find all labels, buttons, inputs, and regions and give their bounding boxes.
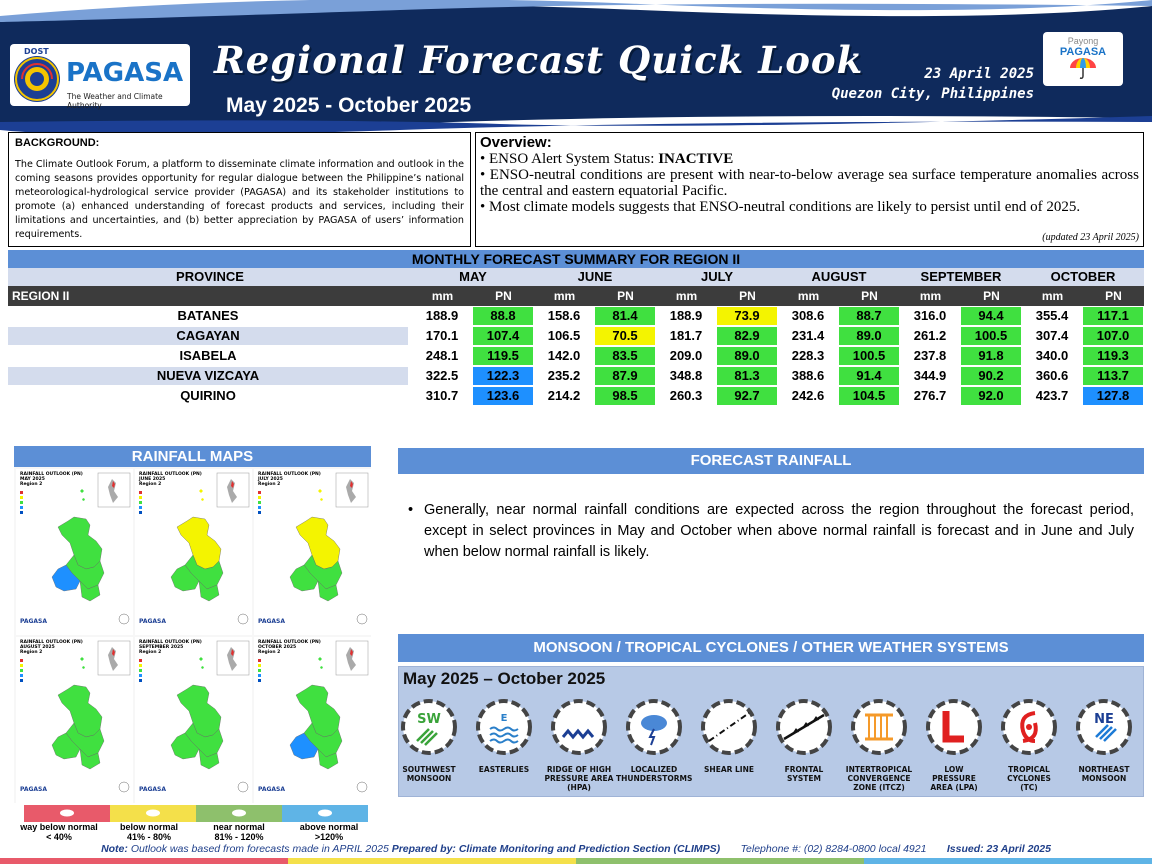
map-month: AUGUST 2025: [20, 645, 55, 650]
region-map-icon: [135, 469, 252, 635]
legend-label: [194, 822, 284, 842]
map-region: Region 2: [139, 650, 162, 655]
header-banner: [0, 0, 1152, 132]
rainfall-mm-cell: 248.1: [425, 348, 459, 363]
map-title-text: RAINFALL OUTLOOK (PN): [139, 640, 202, 645]
map-title: [258, 472, 321, 487]
mm-header: mm: [553, 289, 576, 303]
province-name: CAGAYAN: [8, 327, 408, 345]
rainfall-mm-cell: 142.0: [547, 348, 581, 363]
map-month: JULY 2025: [258, 477, 283, 482]
footer-issued: Issued: 23 April 2025: [946, 843, 1051, 855]
rainfall-pn-cell: 107.0: [1083, 327, 1143, 345]
table-header: [8, 268, 1144, 286]
rainfall-map-panel: [254, 469, 371, 635]
rainfall-map-panel: [135, 469, 252, 635]
rainfall-pn-cell: 92.0: [961, 387, 1021, 405]
legend-range: >120%: [314, 832, 344, 842]
rainfall-maps-area: [14, 467, 371, 803]
rainfall-mm-cell: 388.6: [791, 368, 825, 383]
pagasa-wordmark: PAGASA: [66, 58, 184, 88]
rainfall-mm-cell: 188.9: [425, 308, 459, 323]
storm-icon: [624, 697, 684, 757]
map-month: JUNE 2025: [139, 477, 166, 482]
rainfall-mm-cell: 260.3: [669, 388, 703, 403]
pn-header: PN: [1105, 289, 1122, 303]
province-name: ISABELA: [179, 348, 237, 363]
forecast-period: May 2025 - October 2025: [226, 94, 472, 117]
weather-system-label: NORTHEAST MONSOON: [1078, 765, 1130, 783]
region-map-icon: [16, 637, 133, 803]
rainfall-mm-cell: 322.5: [425, 368, 459, 383]
rainfall-mm-cell: 237.8: [913, 348, 947, 363]
legend-color-swatch: [196, 805, 282, 822]
weather-system-ridge: [541, 697, 617, 792]
weather-system-e: [466, 697, 542, 774]
rainfall-mm-cell: 158.6: [547, 308, 581, 323]
table-body: [8, 306, 1144, 406]
pn-header: PN: [861, 289, 878, 303]
mm-header: mm: [919, 289, 942, 303]
rainfall-pn-cell: 119.5: [473, 347, 533, 365]
rainfall-mm-cell: 228.3: [791, 348, 825, 363]
rainfall-pn-cell: 81.4: [595, 307, 655, 325]
rainfall-pn-cell: 89.0: [717, 347, 777, 365]
legend-range: 81% - 120%: [214, 832, 264, 842]
rainfall-mm-cell: 261.2: [913, 328, 947, 343]
legend-color-swatch: [110, 805, 196, 822]
svg-text:PAGASA: PAGASA: [20, 618, 48, 625]
province-name: BATANES: [177, 308, 239, 323]
rainfall-pn-cell: 82.9: [717, 327, 777, 345]
shear-icon: [699, 697, 759, 757]
rainfall-pn-cell: 91.4: [839, 367, 899, 385]
background-heading: BACKGROUND:: [15, 137, 100, 149]
map-title-text: RAINFALL OUTLOOK (PN): [20, 472, 83, 477]
month-header: JUNE: [577, 269, 613, 284]
month-header: OCTOBER: [1050, 269, 1116, 284]
footer-color-bar: [0, 858, 1152, 864]
pn-header: PN: [617, 289, 634, 303]
legend-label: [14, 822, 104, 842]
rainfall-mm-cell: 214.2: [547, 388, 581, 403]
rainfall-pn-cell: 73.9: [717, 307, 777, 325]
rainfall-pn-cell: 94.4: [961, 307, 1021, 325]
rainfall-pn-cell: 83.5: [595, 347, 655, 365]
legend-name: way below normal: [20, 822, 98, 832]
legend-name: above normal: [299, 822, 359, 832]
rainfall-pn-cell: 123.6: [473, 387, 533, 405]
rainfall-mm-cell: 423.7: [1035, 388, 1069, 403]
map-title: [139, 472, 202, 487]
table-row: [8, 386, 1144, 406]
rainfall-pn-cell: 107.4: [473, 327, 533, 345]
page-title: Regional Forecast Quick Look: [214, 38, 864, 82]
weather-system-label: EASTERLIES: [478, 765, 530, 774]
rainfall-pn-cell: 92.7: [717, 387, 777, 405]
rainfall-mm-cell: 348.8: [669, 368, 703, 383]
rainfall-legend-strip: [24, 805, 368, 822]
rainfall-map-panel: [16, 637, 133, 803]
rainfall-pn-cell: 91.8: [961, 347, 1021, 365]
svg-text:PAGASA: PAGASA: [258, 786, 286, 793]
weather-system-label: INTERTROPICAL CONVERGENCE ZONE (ITCZ): [845, 765, 913, 792]
table-row: [8, 326, 1144, 346]
table-row: [8, 366, 1144, 386]
legend-name: near normal: [213, 822, 265, 832]
weather-systems-title: MONSOON / TROPICAL CYCLONES / OTHER WEATHER SYSTEMS: [398, 634, 1144, 662]
rainfall-mm-cell: 276.7: [913, 388, 947, 403]
overview-item-text: Most climate models suggests that ENSO-neutral conditions are likely to persist until end of 2025.: [489, 199, 1081, 215]
rainfall-legend-labels: [14, 822, 374, 842]
rainfall-pn-cell: 127.8: [1083, 387, 1143, 405]
rainfall-pn-cell: 100.5: [961, 327, 1021, 345]
rainfall-map-panel: [16, 469, 133, 635]
region-map-icon: [254, 637, 371, 803]
table-row: [8, 306, 1144, 326]
rainfall-pn-cell: 88.8: [473, 307, 533, 325]
rainfall-pn-cell: 104.5: [839, 387, 899, 405]
rainfall-map-panel: [254, 637, 371, 803]
weather-system-lpa: [916, 697, 992, 792]
umbrella-icon: [1068, 58, 1098, 80]
map-month: SEPTEMBER 2025: [139, 645, 184, 650]
rainfall-pn-cell: 98.5: [595, 387, 655, 405]
mm-header: mm: [1041, 289, 1064, 303]
mm-header: mm: [675, 289, 698, 303]
province-header: PROVINCE: [176, 269, 244, 284]
footer-note-label: Note:: [101, 843, 128, 855]
map-region: Region 2: [20, 482, 43, 487]
pagasa-logo: [10, 44, 190, 110]
map-title-text: RAINFALL OUTLOOK (PN): [139, 472, 202, 477]
cloud-icon: [110, 805, 196, 822]
rainfall-mm-cell: 235.2: [547, 368, 581, 383]
map-title-text: RAINFALL OUTLOOK (PN): [258, 472, 321, 477]
svg-text:SW: SW: [417, 712, 441, 727]
weather-system-storm: [616, 697, 692, 783]
dost-label: DOST: [24, 47, 49, 56]
svg-text:PAGASA: PAGASA: [258, 618, 286, 625]
rainfall-mm-cell: 231.4: [791, 328, 825, 343]
region-map-icon: [16, 469, 133, 635]
sw-icon: [399, 697, 459, 757]
rainfall-mm-cell: 360.6: [1035, 368, 1069, 383]
rainfall-pn-cell: 122.3: [473, 367, 533, 385]
rainfall-mm-cell: 170.1: [425, 328, 459, 343]
mm-header: mm: [431, 289, 454, 303]
month-header: AUGUST: [811, 269, 867, 284]
rainfall-pn-cell: 89.0: [839, 327, 899, 345]
payong-pagasa-logo: [1043, 32, 1123, 86]
weather-system-ne: [1066, 697, 1142, 783]
svg-text:PAGASA: PAGASA: [139, 786, 167, 793]
footer-prepared: Prepared by: Climate Monitoring and Prediction Section (CLIMPS): [391, 843, 721, 855]
weather-system-tc: [991, 697, 1067, 792]
svg-text:PAGASA: PAGASA: [20, 786, 48, 793]
map-region: Region 2: [258, 482, 281, 487]
map-title: [258, 640, 321, 655]
rainfall-mm-cell: 106.5: [547, 328, 581, 343]
weather-system-label: TROPICAL CYCLONES (TC): [1007, 765, 1051, 792]
weather-system-label: SOUTHWEST MONSOON: [402, 765, 456, 783]
map-region: Region 2: [20, 650, 43, 655]
legend-color-swatch: [282, 805, 368, 822]
map-region: Region 2: [258, 650, 281, 655]
pagasa-seal-icon: [14, 56, 60, 102]
rainfall-pn-cell: 119.3: [1083, 347, 1143, 365]
weather-system-label: RIDGE OF HIGH PRESSURE AREA (HPA): [544, 765, 614, 792]
weather-systems-period: May 2025 – October 2025: [403, 669, 606, 688]
overview-item-text: ENSO-neutral conditions are present with near-to-below average sea surface temperature anomalies across the central and eastern equatorial Pacific.: [480, 167, 1139, 199]
footer-telephone: Telephone #: (02) 8284-0800 local 4921: [740, 843, 927, 855]
rainfall-pn-cell: 117.1: [1083, 307, 1143, 325]
pn-header: PN: [495, 289, 512, 303]
table-title: MONTHLY FORECAST SUMMARY FOR REGION II: [8, 250, 1144, 268]
table-row: [8, 346, 1144, 366]
svg-text:NE: NE: [1094, 712, 1114, 727]
overview-section: [475, 132, 1144, 247]
month-header: JULY: [700, 269, 734, 284]
overview-heading: Overview:: [480, 134, 552, 151]
rainfall-mm-cell: 188.9: [669, 308, 703, 323]
svg-text:E: E: [500, 713, 508, 724]
rainfall-mm-cell: 340.0: [1035, 348, 1069, 363]
enso-status-label: ENSO Alert System Status:: [489, 151, 659, 167]
pn-header: PN: [739, 289, 756, 303]
cloud-icon: [282, 805, 368, 822]
forecast-rainfall-text: • Generally, near normal rainfall conditions are expected across the region throughout the forecast period, except in select provinces in May and October when above normal rainfall is forecast and in June and July when below normal rainfall is likely.: [408, 500, 1134, 563]
province-name: QUIRINO: [180, 388, 236, 403]
map-title: [139, 640, 202, 655]
overview-enso-status: • ENSO Alert System Status: INACTIVE: [480, 151, 734, 167]
rainfall-mm-cell: 316.0: [913, 308, 947, 323]
rainfall-map-panel: [135, 637, 252, 803]
front-icon: [774, 697, 834, 757]
map-month: MAY 2025: [20, 477, 45, 482]
issue-date: 23 April 2025: [924, 66, 1034, 82]
region-map-icon: [135, 637, 252, 803]
payong-label: Payong: [1067, 36, 1099, 46]
rainfall-mm-cell: 355.4: [1035, 308, 1069, 323]
forecast-rainfall-title: FORECAST RAINFALL: [398, 448, 1144, 474]
itcz-icon: [849, 697, 909, 757]
overview-item: • Most climate models suggests that ENSO-neutral conditions are likely to persist until end of 2025.: [480, 199, 1081, 215]
month-header: SEPTEMBER: [920, 269, 1002, 284]
weather-system-itcz: [841, 697, 917, 792]
rainfall-pn-cell: 88.7: [839, 307, 899, 325]
forecast-summary-table: [8, 250, 1144, 406]
ne-icon: [1074, 697, 1134, 757]
enso-status-value: INACTIVE: [658, 151, 734, 167]
legend-color-swatch: [24, 805, 110, 822]
issue-place: Quezon City, Philippines: [831, 86, 1034, 102]
ridge-icon: [549, 697, 609, 757]
background-section: [8, 132, 471, 247]
rainfall-pn-cell: 87.9: [595, 367, 655, 385]
weather-system-label: SHEAR LINE: [704, 765, 754, 774]
weather-system-shear: [691, 697, 767, 774]
rainfall-pn-cell: 113.7: [1083, 367, 1143, 385]
background-text: The Climate Outlook Forum, a platform to disseminate climate information and outlook in the coming seasons provides opportunity for regular dialogue between the Philippine’s national meteorological-hydrological service provider (PAGASA) and its stakeholder institutions to promote (a) enhanced understanding of forecast products and services, including their limitations and uncertainties, and (b) better appreciation by PAGASA of users’ information requirements.: [15, 159, 464, 240]
payong-pagasa-label: PAGASA: [1059, 46, 1107, 58]
province-name: NUEVA VIZCAYA: [8, 367, 408, 385]
map-title-text: RAINFALL OUTLOOK (PN): [258, 640, 321, 645]
overview-item: • ENSO-neutral conditions are present with near-to-below average sea surface temperature anomalies across the central and eastern equatorial Pacific.: [480, 167, 1139, 199]
map-region: Region 2: [139, 482, 162, 487]
overview-updated: (updated 23 April 2025): [1042, 232, 1139, 243]
lpa-icon: [924, 697, 984, 757]
table-subheader: [8, 286, 1144, 306]
legend-label: [284, 822, 374, 842]
agency-tagline: The Weather and Climate Authority: [67, 92, 163, 110]
rainfall-mm-cell: 209.0: [669, 348, 703, 363]
map-title: [20, 640, 83, 655]
rainfall-pn-cell: 81.3: [717, 367, 777, 385]
weather-system-label: LOW PRESSURE AREA (LPA): [930, 765, 978, 792]
legend-label: [104, 822, 194, 842]
map-title: [20, 472, 83, 487]
map-month: OCTOBER 2025: [258, 645, 297, 650]
e-icon: [474, 697, 534, 757]
month-header: MAY: [459, 269, 487, 284]
weather-system-sw: [391, 697, 467, 783]
rainfall-mm-cell: 308.6: [791, 308, 825, 323]
rainfall-mm-cell: 307.4: [1035, 328, 1069, 343]
tc-icon: [999, 697, 1059, 757]
footer-note: [0, 843, 1152, 855]
legend-range: < 40%: [46, 832, 72, 842]
rainfall-mm-cell: 344.9: [913, 368, 947, 383]
rainfall-mm-cell: 310.7: [425, 388, 459, 403]
svg-text:PAGASA: PAGASA: [139, 618, 167, 625]
rainfall-mm-cell: 181.7: [669, 328, 703, 343]
rainfall-pn-cell: 70.5: [595, 327, 655, 345]
region-label: REGION II: [12, 289, 70, 303]
rainfall-pn-cell: 100.5: [839, 347, 899, 365]
weather-system-label: FRONTAL SYSTEM: [784, 765, 824, 783]
map-title-text: RAINFALL OUTLOOK (PN): [20, 640, 83, 645]
weather-system-label: LOCALIZED THUNDERSTORMS: [616, 765, 693, 783]
rainfall-mm-cell: 242.6: [791, 388, 825, 403]
rainfall-pn-cell: 90.2: [961, 367, 1021, 385]
footer-note-text: Outlook was based from forecasts made in APRIL 2025: [127, 843, 392, 855]
weather-system-front: [766, 697, 842, 783]
mm-header: mm: [797, 289, 820, 303]
pn-header: PN: [983, 289, 1000, 303]
region-map-icon: [254, 469, 371, 635]
weather-systems-box: [398, 666, 1144, 797]
legend-name: below normal: [119, 822, 178, 832]
rainfall-maps-title: RAINFALL MAPS: [14, 446, 371, 467]
cloud-icon: [24, 805, 110, 822]
cloud-icon: [196, 805, 282, 822]
legend-range: 41% - 80%: [126, 832, 172, 842]
